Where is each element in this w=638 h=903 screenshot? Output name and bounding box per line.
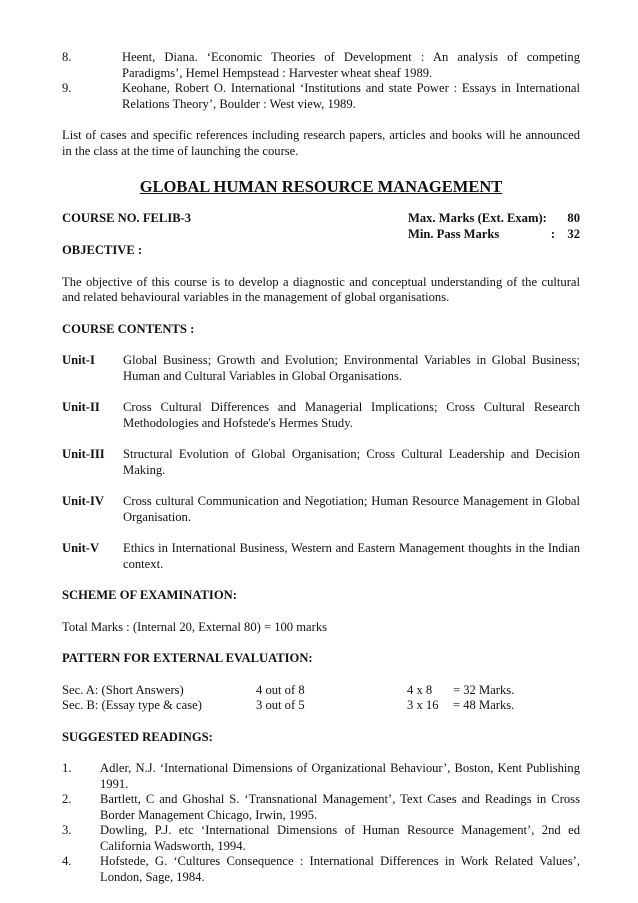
unit-row: [62, 353, 580, 384]
reading-text: Adler, N.J. ‘International Dimensions of Organizational Behaviour’, Boston, Kent Publishing 1991.: [100, 761, 580, 791]
document-page: [62, 50, 580, 885]
reading-item: [62, 792, 580, 823]
unit-label: Unit-I: [62, 353, 95, 367]
reading-item: [62, 823, 580, 854]
pattern-section: Sec. A: (Short Answers): [62, 682, 184, 697]
unit-label: Unit-II: [62, 400, 100, 414]
objective-heading: OBJECTIVE :: [62, 243, 143, 257]
course-contents-heading: COURSE CONTENTS :: [62, 321, 195, 336]
unit-row: [62, 494, 580, 525]
readings-heading: SUGGESTED READINGS:: [62, 729, 213, 744]
reference-item: [62, 50, 580, 81]
unit-description: Structural Evolution of Global Organisation; Cross Cultural Leadership and Decision Making.: [123, 447, 580, 477]
pattern-calc: 3 x 16: [407, 698, 439, 712]
pattern-choice: 3 out of 5: [256, 698, 305, 712]
unit-row: [62, 447, 580, 478]
min-pass-value: 32: [567, 226, 580, 241]
max-marks-label: Max. Marks (Ext. Exam):: [408, 211, 547, 225]
scheme-heading: SCHEME OF EXAMINATION:: [62, 588, 237, 602]
pattern-result: = 32 Marks.: [453, 682, 515, 697]
unit-row: [62, 400, 580, 431]
reading-number: 3.: [62, 823, 72, 837]
reading-item: [62, 854, 580, 885]
reading-item: [62, 761, 580, 792]
min-pass-line: [408, 227, 580, 243]
course-title: GLOBAL HUMAN RESOURCE MANAGEMENT: [139, 177, 503, 196]
pattern-calc: 4 x 8: [407, 682, 433, 697]
min-pass-label: Min. Pass Marks: [408, 226, 500, 241]
unit-label: Unit-IV: [62, 494, 104, 508]
unit-description: Ethics in International Business, Western and Eastern Management thoughts in the Indian context.: [123, 541, 580, 571]
unit-description: Cross cultural Communication and Negotiation; Human Resource Management in Global Organisation.: [123, 494, 580, 524]
pattern-table: [62, 683, 580, 714]
unit-label: Unit-V: [62, 541, 100, 555]
course-number: COURSE NO. FELIB-3: [62, 211, 192, 225]
marks-block: [408, 211, 580, 242]
previous-references-list: [62, 50, 580, 112]
readings-list: [62, 761, 580, 885]
reading-number: 1.: [62, 761, 72, 775]
reference-number: 9.: [62, 81, 72, 95]
reference-text: Keohane, Robert O. International ‘Institutions and state Power : Essays in International Relations Theory’, Boulder : West view, 1989.: [122, 81, 580, 111]
unit-label: Unit-III: [62, 447, 105, 461]
min-pass-colon: :: [550, 226, 556, 241]
reading-number: 2.: [62, 792, 72, 806]
pattern-row: [62, 683, 580, 699]
reading-text: Dowling, P.J. etc ‘International Dimensions of Human Resource Management’, 2nd ed California Wadsworth, 1994.: [100, 823, 580, 853]
max-marks-value: 80: [567, 211, 580, 225]
pattern-heading: PATTERN FOR EXTERNAL EVALUATION:: [62, 651, 313, 665]
pattern-section: Sec. B: (Essay type & case): [62, 698, 202, 712]
reference-number: 8.: [62, 50, 72, 64]
unit-description: Cross Cultural Differences and Managerial Implications; Cross Cultural Research Methodologies and Hofstede's Hermes Study.: [123, 400, 580, 430]
reading-number: 4.: [62, 854, 72, 868]
unit-description: Global Business; Growth and Evolution; Environmental Variables in Global Business; Human and Cultural Variables in Global Organisations.: [123, 353, 580, 383]
reading-text: Bartlett, C and Ghoshal S. ‘Transnational Management’, Text Cases and Readings in Cross Border Management Chicago, Irwin, 1995.: [100, 792, 580, 822]
unit-row: [62, 541, 580, 572]
objective-text: The objective of this course is to develop a diagnostic and conceptual understanding of the cultural and related behavioural variables in the management of global organisations.: [62, 274, 580, 304]
cases-note: List of cases and specific references including research papers, articles and books will he announced in the class at the time of launching the course.: [62, 128, 580, 158]
reference-item: [62, 81, 580, 112]
reading-text: Hofstede, G. ‘Cultures Consequence : International Differences in Work Related Values’, London, Sage, 1984.: [100, 854, 580, 884]
pattern-choice: 4 out of 8: [256, 682, 305, 697]
course-header: [62, 211, 580, 242]
reference-text: Heent, Diana. ‘Economic Theories of Development : An analysis of competing Paradigms’, Hemel Hempstead : Harvester wheat sheaf 1989.: [122, 50, 580, 80]
scheme-text: Total Marks : (Internal 20, External 80) = 100 marks: [62, 619, 328, 634]
max-marks-line: [408, 211, 580, 227]
pattern-result: = 48 Marks.: [453, 698, 515, 712]
pattern-row: [62, 698, 580, 714]
